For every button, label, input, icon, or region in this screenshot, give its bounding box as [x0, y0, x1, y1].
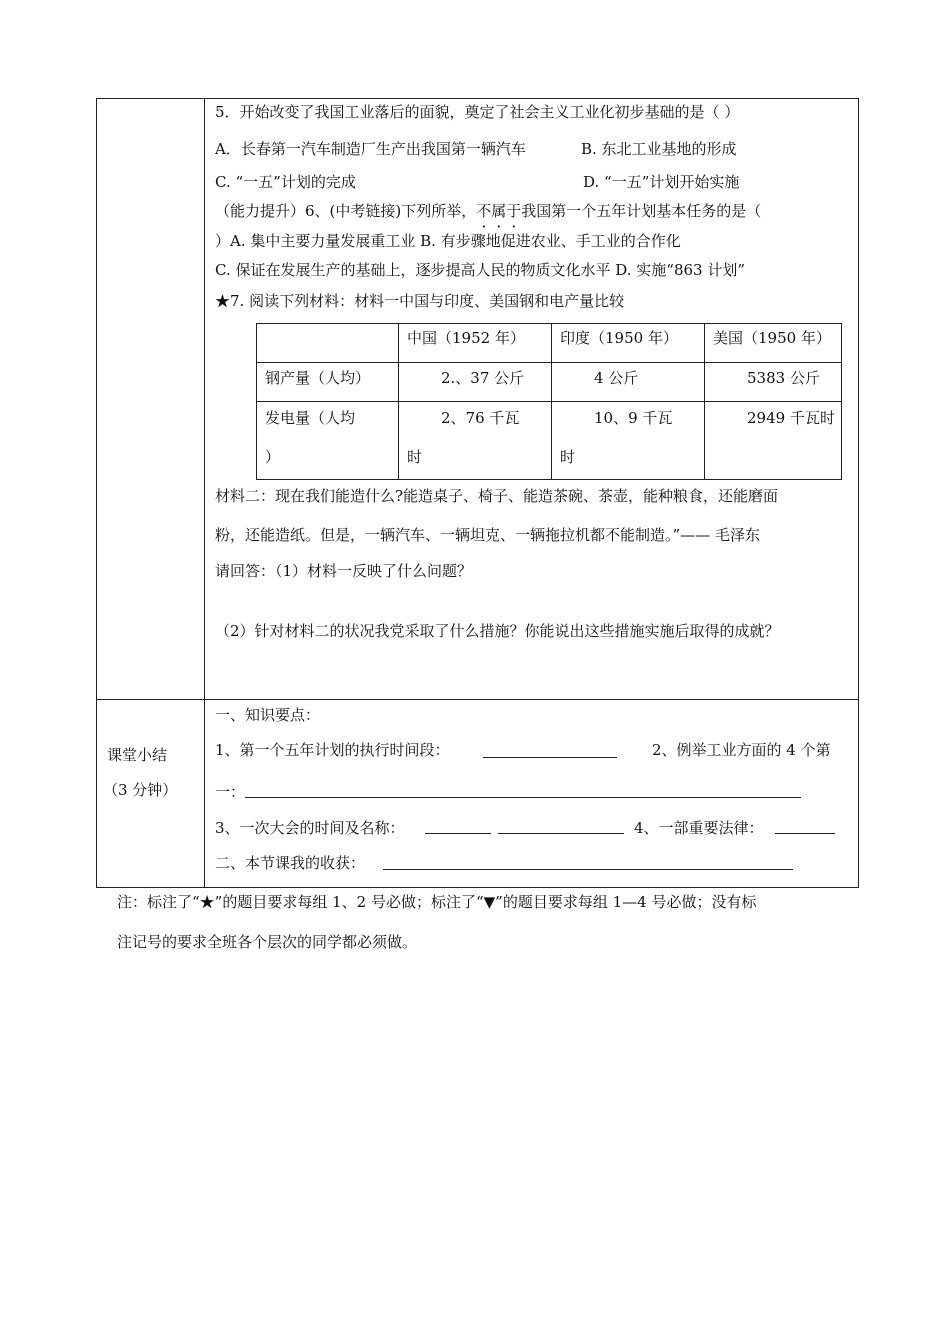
blank-item-3-time[interactable]	[425, 833, 491, 834]
q6-emphasis-char-2: 属	[491, 202, 507, 220]
row-power-label-line1: 发电量（人均	[265, 409, 356, 427]
row-power-china-line2: 时	[407, 448, 423, 466]
summary-item-1: 1、第一个五年计划的执行时间段：	[215, 741, 450, 759]
summary-item-2-start: 2、例举工业方面的 4 个第	[652, 741, 831, 759]
blank-item-3-name[interactable]	[498, 833, 624, 834]
blank-harvest[interactable]	[383, 869, 793, 870]
row-steel-india: 4 公斤	[552, 363, 705, 402]
row-power-label	[257, 402, 399, 480]
table-header-empty	[257, 324, 399, 363]
summary-item-2-cont: 一：	[215, 783, 246, 801]
row-steel-china: 2.、37 公斤	[399, 363, 552, 402]
table-header-usa: 美国（1950 年）	[705, 324, 842, 363]
table-border-right	[858, 98, 859, 888]
table-column-divider	[204, 98, 205, 888]
row-power-label-line2: ）	[265, 448, 281, 466]
summary-label: 课堂小结	[107, 746, 168, 764]
blank-item-2[interactable]	[245, 797, 801, 798]
summary-heading-knowledge: 一、知识要点：	[215, 706, 321, 724]
summary-heading-harvest: 二、本节课我的收获：	[215, 854, 366, 872]
row-power-india-line2: 时	[560, 448, 576, 466]
ask-question-1: 请回答：（1）材料一反映了什么问题？	[215, 562, 473, 580]
row-steel-usa: 5383 公斤	[705, 363, 842, 402]
summary-time: （3 分钟）	[103, 781, 178, 799]
q6-emphasis-char-1: 不	[476, 202, 492, 220]
q5-stem: 5．开始改变了我国工业落后的面貌，奠定了社会主义工业化初步基础的是（ ）	[215, 103, 740, 121]
row-power-china-line1: 2、76 千瓦	[441, 409, 520, 427]
material2-line2: 粉，还能造纸。但是，一辆汽车、一辆坦克、一辆拖拉机都不能制造。”—— 毛泽东	[215, 526, 760, 544]
table-header-china: 中国（1952 年）	[399, 324, 552, 363]
note-line-2: 注记号的要求全班各个层次的同学都必须做。	[117, 933, 418, 951]
q6-line2: ）A. 集中主要力量发展重工业 B. 有步骤地促进农业、手工业的合作化	[215, 232, 681, 250]
blank-item-4[interactable]	[775, 833, 835, 834]
q6-line1	[215, 201, 761, 221]
production-comparison-table	[256, 323, 842, 480]
table-border-top	[96, 98, 859, 99]
q6-line1-part1: （能力提升）6、(中考链接)下列所举，	[215, 202, 477, 220]
ask-question-2: （2）针对材料二的状况我党采取了什么措施？你能说出这些措施实施后取得的成就？	[215, 622, 780, 640]
table-row-divider	[96, 699, 859, 700]
table-border-left	[96, 98, 97, 888]
row-power-usa: 2949 千瓦时	[705, 402, 842, 480]
summary-item-3: 3、一次大会的时间及名称：	[215, 819, 405, 837]
row-power-india	[552, 402, 705, 480]
row-steel-label: 钢产量（人均）	[257, 363, 399, 402]
blank-item-1[interactable]	[483, 757, 617, 758]
table-header-india: 印度（1950 年）	[552, 324, 705, 363]
note-line-1: 注：标注了“★”的题目要求每组 1、2 号必做；标注了“▼”的题目要求每组 1—4 号必做；没有标	[117, 893, 757, 911]
q6-line3: C. 保证在发展生产的基础上，逐步提高人民的物质文化水平 D. 实施“863 计划”	[215, 261, 746, 279]
material2-line1: 材料二：现在我们能造什么?能造桌子、椅子、能造茶碗、茶壶，能种粮食，还能磨面	[215, 487, 779, 505]
row-power-india-line1: 10、9 千瓦	[594, 409, 673, 427]
q5-option-a: A．长春第一汽车制造厂生产出我国第一辆汽车	[215, 140, 526, 158]
table-border-bottom	[96, 887, 859, 888]
row-power-china	[399, 402, 552, 480]
q5-option-d: D. “一五”计划开始实施	[583, 173, 740, 191]
q5-option-b: B. 东北工业基地的形成	[581, 140, 737, 158]
q5-option-c: C. “一五”计划的完成	[215, 173, 356, 191]
q6-line1-part2: 我国第一个五年计划基本任务的是（	[521, 202, 762, 220]
q6-emphasis-char-3: 于	[506, 202, 522, 220]
q7-stem: ★7. 阅读下列材料：材料一中国与印度、美国钢和电产量比较	[215, 292, 625, 310]
summary-item-4: 4、一部重要法律：	[634, 819, 764, 837]
